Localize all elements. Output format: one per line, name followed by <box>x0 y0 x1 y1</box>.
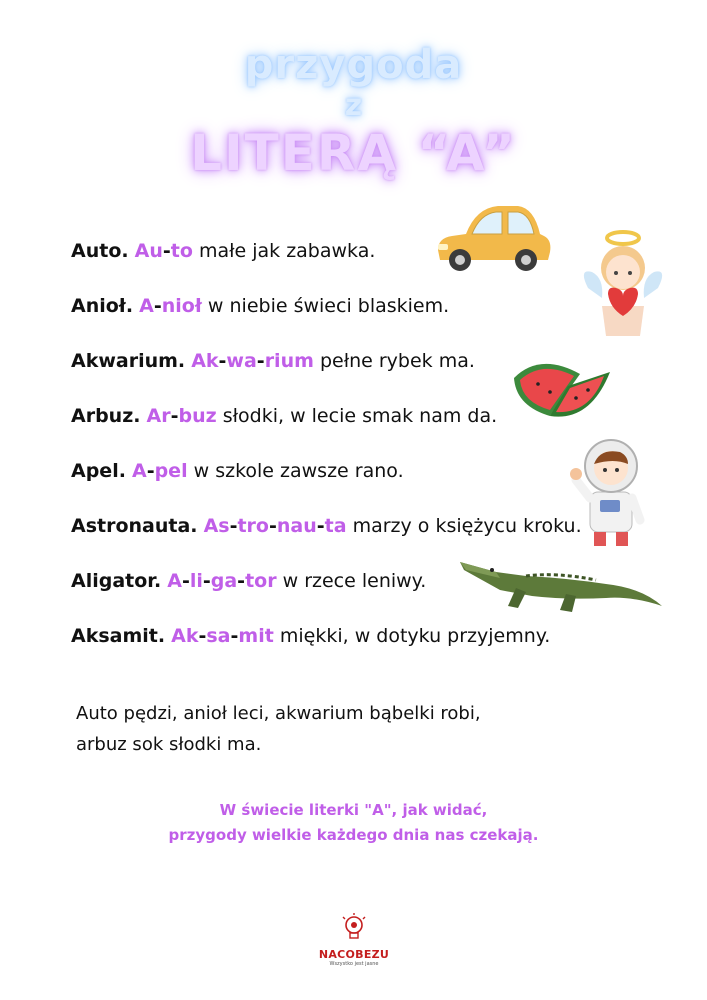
moral-line-1: W świecie literki "A", jak widać, <box>219 801 488 819</box>
moral-text <box>0 798 707 848</box>
line-rest: pełne rybek ma. <box>313 350 475 372</box>
moral-line-2: przygody wielkie każdego dnia nas czekają. <box>168 826 539 844</box>
rhyme-line <box>71 295 449 317</box>
word: Arbuz. <box>71 405 141 427</box>
syllable: pel <box>154 460 188 482</box>
syllable: As <box>203 515 230 537</box>
syllable: ga <box>210 570 238 592</box>
syllable-separator: - <box>202 570 211 592</box>
title-line-1: przygoda <box>244 42 463 88</box>
syllable: tor <box>245 570 277 592</box>
rhyme-line <box>71 405 497 427</box>
summary-line-2: arbuz sok słodki ma. <box>76 734 262 755</box>
syllable: buz <box>178 405 217 427</box>
syllable: wa <box>226 350 257 372</box>
syllable: to <box>170 240 193 262</box>
syllable: mit <box>238 625 274 647</box>
title-line-3: LITERĄ “A” <box>190 124 517 182</box>
line-rest: miękki, w dotyku przyjemny. <box>273 625 551 647</box>
syllable-separator: - <box>229 515 238 537</box>
syllable: rium <box>264 350 314 372</box>
syllable: A <box>139 295 154 317</box>
syllable-separator: - <box>230 625 239 647</box>
syllable: nau <box>276 515 317 537</box>
word: Apel. <box>71 460 126 482</box>
word: Anioł. <box>71 295 134 317</box>
syllable: tro <box>237 515 269 537</box>
logo-tagline: Wszystko jest jasne <box>329 961 379 967</box>
rhyme-line <box>71 240 375 262</box>
word: Akwarium. <box>71 350 186 372</box>
line-rest: słodki, w lecie smak nam da. <box>216 405 498 427</box>
syllable-separator: - <box>153 295 162 317</box>
line-rest: w niebie świeci blaskiem. <box>201 295 450 317</box>
syllable-separator: - <box>162 240 171 262</box>
watermelon-illustration <box>510 356 614 422</box>
line-rest: marzy o księżycu kroku. <box>346 515 582 537</box>
word: Aksamit. <box>71 625 166 647</box>
astronaut-illustration <box>570 434 650 552</box>
alligator-illustration <box>456 548 664 614</box>
line-rest: małe jak zabawka. <box>192 240 376 262</box>
word: Auto. <box>71 240 129 262</box>
logo-name: NACOBEZU <box>318 948 390 961</box>
syllable: A <box>167 570 182 592</box>
rhyme-line <box>71 625 550 647</box>
syllable: Ak <box>171 625 199 647</box>
syllable: Ak <box>191 350 219 372</box>
car-illustration <box>432 200 554 278</box>
rhyme-line <box>71 570 426 592</box>
word: Astronauta. <box>71 515 198 537</box>
word: Aligator. <box>71 570 162 592</box>
syllable-separator: - <box>218 350 227 372</box>
rhyme-line <box>71 460 404 482</box>
syllable-separator: - <box>316 515 325 537</box>
line-rest: w rzece leniwy. <box>276 570 427 592</box>
syllable-separator: - <box>146 460 155 482</box>
syllable-separator: - <box>237 570 246 592</box>
title-line-2: z <box>344 88 363 123</box>
syllable-separator: - <box>181 570 190 592</box>
syllable: ta <box>324 515 347 537</box>
syllable-separator: - <box>170 405 179 427</box>
logo <box>314 913 394 967</box>
syllable-separator: - <box>256 350 265 372</box>
line-rest: w szkole zawsze rano. <box>187 460 404 482</box>
syllable: sa <box>206 625 231 647</box>
syllable: li <box>189 570 203 592</box>
syllable-separator: - <box>198 625 207 647</box>
rhyme-line <box>71 515 582 537</box>
rhyme-line <box>71 350 475 372</box>
lightbulb-icon <box>340 913 368 943</box>
syllable-separator: - <box>268 515 277 537</box>
syllable: nioł <box>161 295 202 317</box>
syllable: Ar <box>146 405 171 427</box>
syllable: A <box>131 460 147 482</box>
summary-line-1: Auto pędzi, anioł leci, akwarium bąbelki robi, <box>76 703 481 724</box>
summary-paragraph <box>76 698 481 760</box>
angel-illustration <box>578 228 668 340</box>
syllable: Au <box>134 240 163 262</box>
